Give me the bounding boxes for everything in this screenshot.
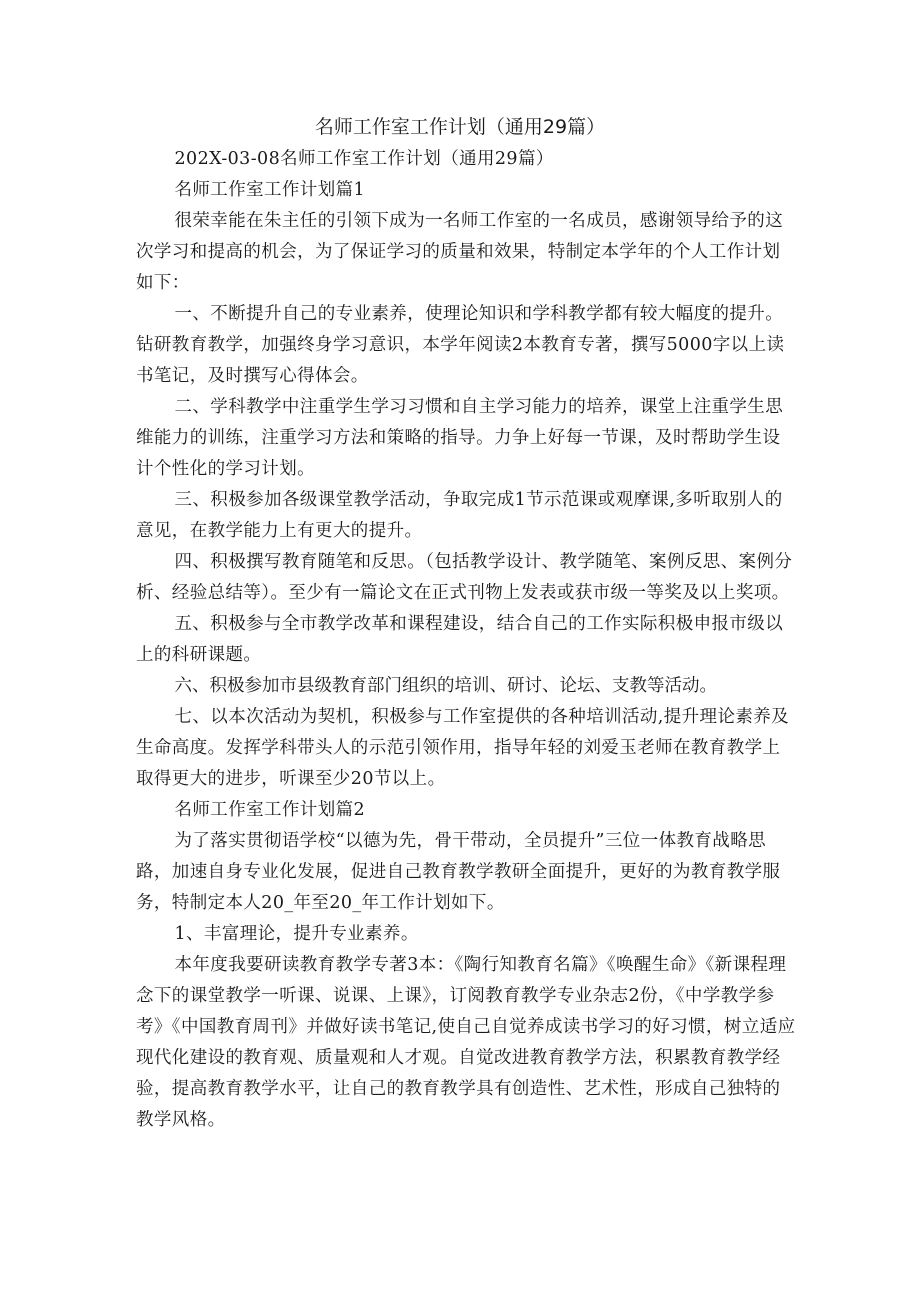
section-1-paragraph-6: 五、积极参与全市教学改革和课程建设，结合自己的工作实际积极申报市级以上的科研课题。 — [136, 614, 784, 665]
section-1-paragraph-2: 一、不断提升自己的专业素养，使理论知识和学科教学都有较大幅度的提升。钻研教育教学，加强终身学习意识，本学年阅读2本教育专著，撰写5000字以上读书笔记，及时撰写心得体会。 — [136, 304, 785, 386]
document-title: 名师工作室工作计划（通用29篇） — [314, 116, 606, 138]
date-line: 202X-03-08名师工作室工作计划（通用29篇） — [174, 149, 554, 169]
section-2-paragraph-3: 本年度我要研读教育教学专著3本：《陶行知教育名篇》《唤醒生命》《新课程理念下的课堂教学一听课、说课、上课》，订阅教育教学专业杂志2份，《中学教学参考》《中国教育周刊》并做好读书笔记,使自己自觉养成读书学习的好习惯，树立适应现代化建设的教育观、质量观和人才观。自觉改进教育教学方法，积累教育教学经验，提高教育教学水平，让自己的教育教学具有创造性、艺术性，形成自己独特的教学风格。 — [136, 955, 796, 1130]
section-2-paragraph-1: 为了落实贯彻语学校“以德为先，骨干带动，全员提升”三位一体教育战略思路，加速自身专业化发展，促进自己教育教学教研全面提升，更好的为教育教学服务，特制定本人20_年至20_年工作计划如下。 — [136, 831, 781, 913]
section-1-paragraph-5: 四、积极撰写教育随笔和反思。（包括教学设计、教学随笔、案例反思、案例分析、经验总结等）。至少有一篇论文在正式刊物上发表或获市级一等奖及以上奖项。 — [136, 552, 793, 603]
section-2-paragraph-2: 1、丰富理论，提升专业素养。 — [174, 924, 419, 944]
section-1-paragraph-8: 七、以本次活动为契机，积极参与工作室提供的各种培训活动,提升理论素养及生命高度。发挥学科带头人的示范引领作用，指导年轻的刘爱玉老师在教育教学上取得更大的进步，听课至少20节以上。 — [136, 707, 790, 789]
document-body — [136, 144, 796, 1136]
section-1-paragraph-3: 二、学科教学中注重学生学习习惯和自主学习能力的培养，课堂上注重学生思维能力的训练，注重学习方法和策略的指导。力争上好每一节课，及时帮助学生设计个性化的学习计划。 — [136, 397, 784, 479]
section-1-paragraph-1: 很荣幸能在朱主任的引领下成为一名师工作室的一名成员，感谢领导给予的这次学习和提高的机会，为了保证学习的质量和效果，特制定本学年的个人工作计划如下： — [136, 211, 784, 293]
section-1-paragraph-4: 三、积极参加各级课堂教学活动，争取完成1节示范课或观摩课,多听取别人的意见，在教学能力上有更大的提升。 — [136, 490, 783, 541]
section-1-paragraph-7: 六、积极参加市县级教育部门组织的培训、研讨、论坛、支教等活动。 — [174, 676, 717, 696]
section-1-heading: 名师工作室工作计划篇1 — [174, 180, 366, 200]
section-2-heading: 名师工作室工作计划篇2 — [174, 800, 366, 820]
